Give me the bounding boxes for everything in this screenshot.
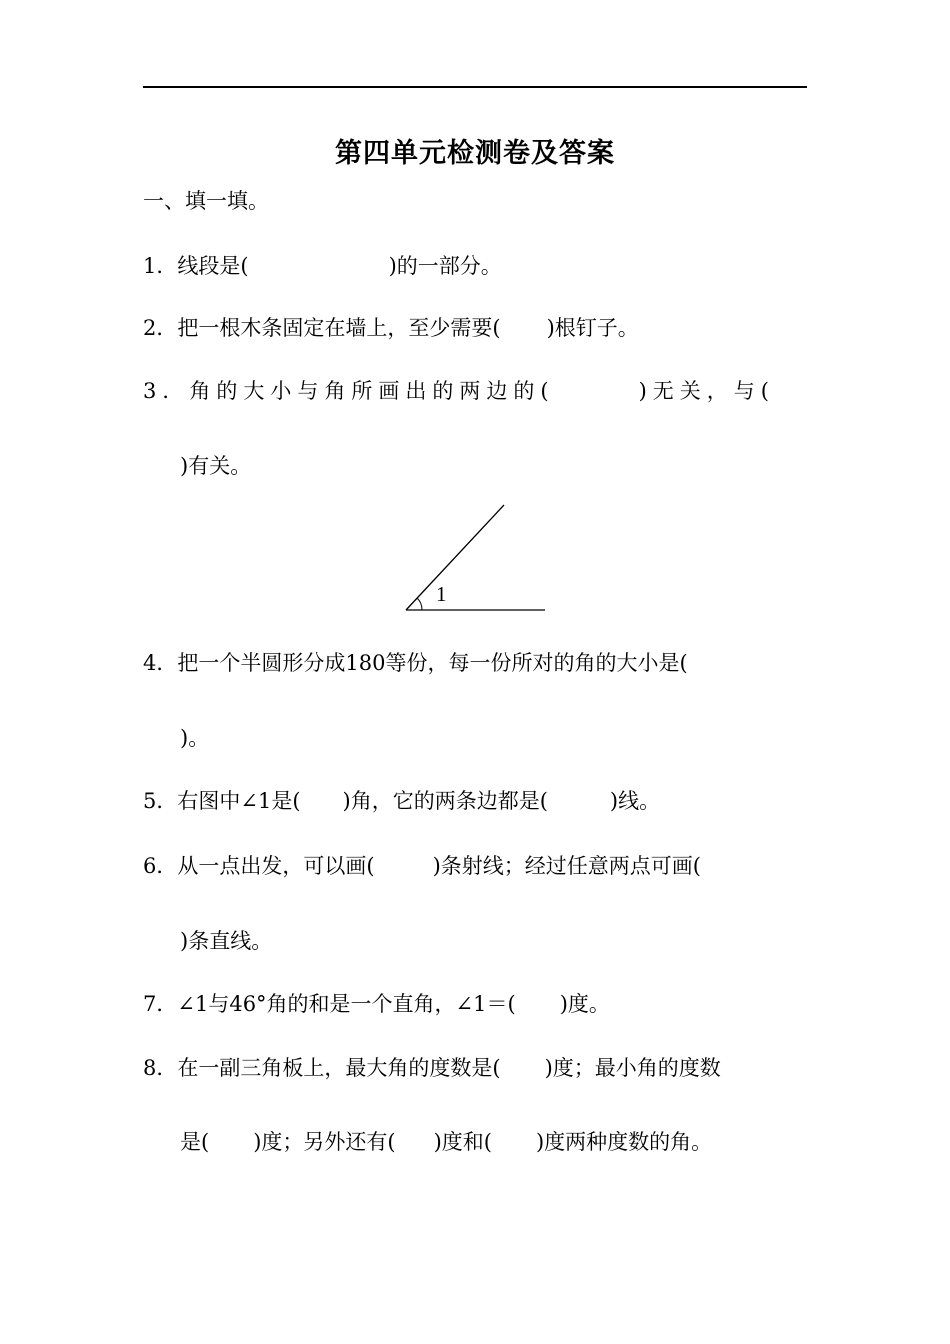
section-heading: 一、填一填。 xyxy=(143,189,269,213)
question-1 xyxy=(143,251,502,281)
question-text: 角的大小与角所画出的两边的( xyxy=(189,379,555,403)
question-text: 右图中∠1是( xyxy=(177,789,301,813)
page-title: 第四单元检测卷及答案 xyxy=(335,138,615,169)
question-text: )。 xyxy=(180,726,210,750)
question-text: )条直线。 xyxy=(180,929,273,953)
angle-slanted-ray xyxy=(406,505,504,610)
question-text: )度；最小角的度数 xyxy=(544,1056,721,1080)
question-number: 3． xyxy=(143,379,190,403)
angle-arc xyxy=(417,598,422,610)
question-number: 2． xyxy=(143,316,178,340)
question-number: 7． xyxy=(143,992,178,1016)
question-text: )度；另外还有( xyxy=(253,1130,396,1154)
question-text: )有关。 xyxy=(180,454,252,478)
question-text: )无关，与( xyxy=(638,379,775,403)
angle-figure xyxy=(400,498,550,614)
question-text: 把一个半圆形分成180等份，每一份所对的角的大小是( xyxy=(177,651,688,675)
question-text: )角，它的两条边都是( xyxy=(342,789,548,813)
question-text: 在一副三角板上，最大角的度数是( xyxy=(177,1056,501,1080)
question-6-continued xyxy=(180,926,272,956)
question-4 xyxy=(143,648,688,678)
question-text: )条射线；经过任意两点可画( xyxy=(432,854,701,878)
question-text: )根钉子。 xyxy=(546,316,639,340)
question-2 xyxy=(143,313,639,343)
question-number: 6． xyxy=(143,854,178,878)
question-6 xyxy=(143,851,701,881)
question-text: )度。 xyxy=(559,992,610,1016)
question-3 xyxy=(143,376,775,406)
question-8 xyxy=(143,1053,721,1083)
question-text: 把一根木条固定在墙上，至少需要( xyxy=(177,316,501,340)
question-5 xyxy=(143,786,660,816)
question-text: )的一部分。 xyxy=(388,254,502,278)
question-7 xyxy=(143,989,610,1019)
question-text: )度和( xyxy=(433,1130,492,1154)
question-text: )线。 xyxy=(609,789,661,813)
question-number: 4． xyxy=(143,651,178,675)
question-8-continued xyxy=(180,1127,712,1157)
question-3-continued xyxy=(180,451,251,481)
top-rule xyxy=(143,86,807,88)
question-text: 线段是( xyxy=(177,254,249,278)
question-text: 是( xyxy=(180,1130,210,1154)
question-text: ∠1与46°角的和是一个直角，∠1＝( xyxy=(177,992,516,1016)
question-number: 5． xyxy=(143,789,178,813)
question-text: )度两种度数的角。 xyxy=(535,1130,713,1154)
angle-label: 1 xyxy=(436,582,447,606)
question-4-continued xyxy=(180,723,209,753)
question-text: 从一点出发，可以画( xyxy=(177,854,375,878)
question-number: 8． xyxy=(143,1056,178,1080)
question-number: 1． xyxy=(143,254,178,278)
